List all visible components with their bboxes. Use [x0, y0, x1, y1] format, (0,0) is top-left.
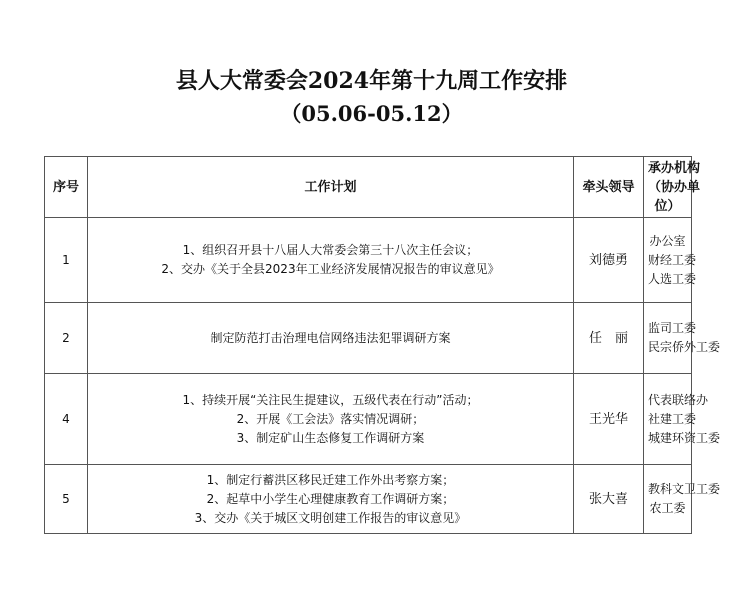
- table-row: [45, 303, 692, 374]
- row-org: [644, 218, 697, 303]
- org-line: 社建工委: [648, 411, 697, 426]
- schedule-table: [44, 156, 721, 534]
- plan-line: 3、制定矿山生态修复工作调研方案: [236, 430, 425, 445]
- row-org: [644, 303, 721, 374]
- row-leader: 张大喜: [574, 465, 644, 534]
- plan-line: 1、持续开展“关注民生提建议，五级代表在行动”活动；: [182, 392, 479, 407]
- header-leader: 牵头领导: [574, 157, 644, 218]
- org-line: 办公室: [649, 233, 686, 248]
- row-org: [644, 465, 721, 534]
- date-range: （05.06-05.12）: [280, 101, 463, 126]
- row-plan: [88, 218, 574, 303]
- header-row: [45, 157, 692, 218]
- org-line: 人选工委: [648, 271, 697, 286]
- plan-line: 1、制定行蓄洪区移民迁建工作外出考察方案；: [206, 472, 455, 487]
- org-line: 财经工委: [648, 252, 697, 267]
- page-title: 县人大常委会2024年第十九周工作安排: [175, 68, 568, 94]
- row-org: [644, 374, 721, 465]
- plan-line: 制定防范打击治理电信网络违法犯罪调研方案: [210, 330, 451, 345]
- org-line: 监司工委: [648, 321, 697, 335]
- row-plan: [88, 303, 574, 374]
- org-line: 代表联络办: [648, 392, 709, 407]
- plan-line: 2、起草中小学生心理健康教育工作调研方案；: [206, 491, 455, 506]
- row-leader: 任 丽: [574, 303, 644, 374]
- row-plan: [88, 465, 574, 534]
- org-line: 教科文卫工委: [648, 482, 721, 496]
- plan-line: 2、开展《工会法》落实情况调研；: [236, 411, 425, 426]
- row-leader: 王光华: [574, 374, 644, 465]
- row-no: 4: [45, 374, 88, 465]
- row-leader: 刘德勇: [574, 218, 644, 303]
- row-no: 2: [45, 303, 88, 374]
- table-row: [45, 218, 692, 303]
- row-no: 5: [45, 465, 88, 534]
- table-row: [45, 465, 692, 534]
- header-org-line: 承办机构: [648, 160, 701, 176]
- row-plan: [88, 374, 574, 465]
- org-line: 民宗侨外工委: [648, 340, 721, 354]
- org-line: 农工委: [649, 501, 686, 515]
- plan-line: 3、交办《关于城区文明创建工作报告的审议意见》: [194, 510, 467, 525]
- header-org-line: 位）: [654, 198, 681, 214]
- header-plan: 工作计划: [88, 157, 574, 218]
- header-org: [644, 157, 701, 218]
- table-row: [45, 374, 692, 465]
- header-org-line: （协办单: [648, 179, 701, 195]
- plan-line: 2、交办《关于全县2023年工业经济发展情况报告的审议意见》: [161, 262, 500, 276]
- plan-line: 1、组织召开县十八届人大常委会第三十八次主任会议；: [182, 243, 479, 257]
- header-no: 序号: [45, 157, 88, 218]
- row-no: 1: [45, 218, 88, 303]
- org-line: 城建环资工委: [648, 430, 721, 445]
